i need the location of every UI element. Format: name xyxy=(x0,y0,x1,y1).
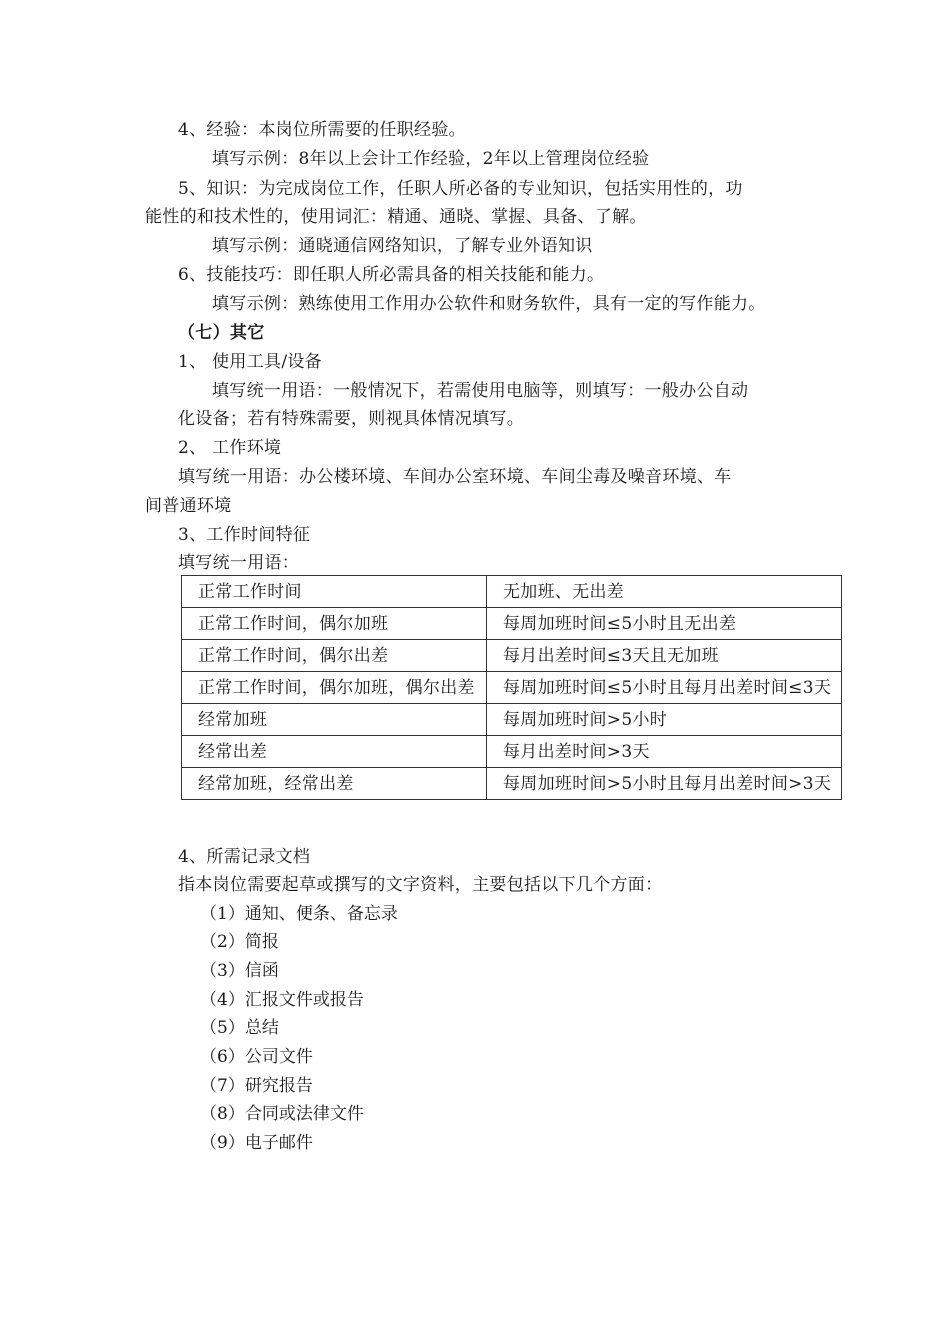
table-cell-definition: 每月出差时间≤3天且无加班 xyxy=(487,640,842,672)
table-row xyxy=(182,672,842,704)
list-item-number: （5） xyxy=(200,1018,245,1038)
table-cell-definition: 无加班、无出差 xyxy=(487,576,842,608)
list-item-number: （8） xyxy=(200,1104,245,1124)
subsection-environment-text-line1: 填写统一用语：办公楼环境、车间办公室环境、车间尘毒及噪音环境、车 xyxy=(178,467,732,487)
list-item xyxy=(200,1045,313,1069)
list-item xyxy=(200,959,279,983)
list-item xyxy=(200,902,398,926)
table-cell-condition: 经常加班 xyxy=(182,704,487,736)
table-cell-condition: 正常工作时间 xyxy=(182,576,487,608)
list-item xyxy=(200,1016,279,1040)
table-cell-definition: 每周加班时间>5小时且每月出差时间>3天 xyxy=(487,768,842,800)
paragraph-knowledge-example: 填写示例：通晓通信网络知识，了解专业外语知识 xyxy=(212,236,593,256)
list-item xyxy=(200,1102,364,1126)
list-item-number: （1） xyxy=(200,904,245,924)
list-item-text: 通知、便条、备忘录 xyxy=(244,904,398,924)
list-item xyxy=(200,1131,313,1155)
list-item-number: （4） xyxy=(200,990,245,1010)
subsection-tools-title: 1、 使用工具/设备 xyxy=(178,352,322,372)
table-row xyxy=(182,704,842,736)
subsection-worktime-title: 3、工作时间特征 xyxy=(178,525,311,545)
paragraph-knowledge-line1: 5、知识：为完成岗位工作，任职人所必备的专业知识，包括实用性的，功 xyxy=(178,179,743,199)
paragraph-skills: 6、技能技巧：即任职人所必需具备的相关技能和能力。 xyxy=(178,265,605,285)
table-cell-condition: 经常加班，经常出差 xyxy=(182,768,487,800)
paragraph-knowledge-line2: 能性的和技术性的，使用词汇：精通、通晓、掌握、具备、了解。 xyxy=(145,207,647,227)
work-time-table xyxy=(181,575,842,800)
list-item-text: 公司文件 xyxy=(244,1047,313,1067)
paragraph-experience: 4、经验：本岗位所需要的任职经验。 xyxy=(178,120,466,140)
list-item-number: （2） xyxy=(200,932,245,952)
list-item xyxy=(200,930,279,954)
list-item xyxy=(200,988,364,1012)
list-item xyxy=(200,1074,313,1098)
subsection-tools-text-line2: 化设备；若有特殊需要，则视具体情况填写。 xyxy=(178,409,524,429)
table-row xyxy=(182,608,842,640)
list-item-text: 简报 xyxy=(244,932,279,952)
subsection-environment-text-line2: 间普通环境 xyxy=(145,496,232,516)
table-cell-definition: 每周加班时间≤5小时且无出差 xyxy=(487,608,842,640)
subsection-documents-text: 指本岗位需要起草或撰写的文字资料，主要包括以下几个方面： xyxy=(178,875,663,895)
table-row xyxy=(182,576,842,608)
table-cell-definition: 每周加班时间>5小时 xyxy=(487,704,842,736)
table-cell-definition: 每月出差时间>3天 xyxy=(487,736,842,768)
section-heading-other: （七）其它 xyxy=(178,323,265,343)
table-cell-condition: 正常工作时间，偶尔加班，偶尔出差 xyxy=(182,672,487,704)
table-cell-definition: 每周加班时间≤5小时且每月出差时间≤3天 xyxy=(487,672,842,704)
list-item-text: 研究报告 xyxy=(244,1076,313,1096)
paragraph-experience-example: 填写示例：8年以上会计工作经验，2年以上管理岗位经验 xyxy=(212,149,650,169)
subsection-worktime-text: 填写统一用语： xyxy=(178,553,300,573)
table-cell-condition: 正常工作时间，偶尔出差 xyxy=(182,640,487,672)
table-row xyxy=(182,640,842,672)
list-item-text: 信函 xyxy=(244,961,279,981)
list-item-number: （7） xyxy=(200,1076,245,1096)
list-item-number: （6） xyxy=(200,1047,245,1067)
table-cell-condition: 正常工作时间，偶尔加班 xyxy=(182,608,487,640)
paragraph-skills-example: 填写示例：熟练使用工作用办公软件和财务软件，具有一定的写作能力。 xyxy=(212,294,766,314)
list-item-text: 汇报文件或报告 xyxy=(244,990,364,1010)
list-item-text: 合同或法律文件 xyxy=(244,1104,364,1124)
list-item-text: 电子邮件 xyxy=(244,1133,313,1153)
table-cell-condition: 经常出差 xyxy=(182,736,487,768)
list-item-number: （9） xyxy=(200,1133,245,1153)
table-row xyxy=(182,736,842,768)
list-item-text: 总结 xyxy=(244,1018,279,1038)
table-row xyxy=(182,768,842,800)
subsection-tools-text-line1: 填写统一用语：一般情况下，若需使用电脑等，则填写：一般办公自动 xyxy=(212,381,749,401)
subsection-documents-title: 4、所需记录文档 xyxy=(178,847,311,867)
list-item-number: （3） xyxy=(200,961,245,981)
subsection-environment-title: 2、 工作环境 xyxy=(178,438,282,458)
